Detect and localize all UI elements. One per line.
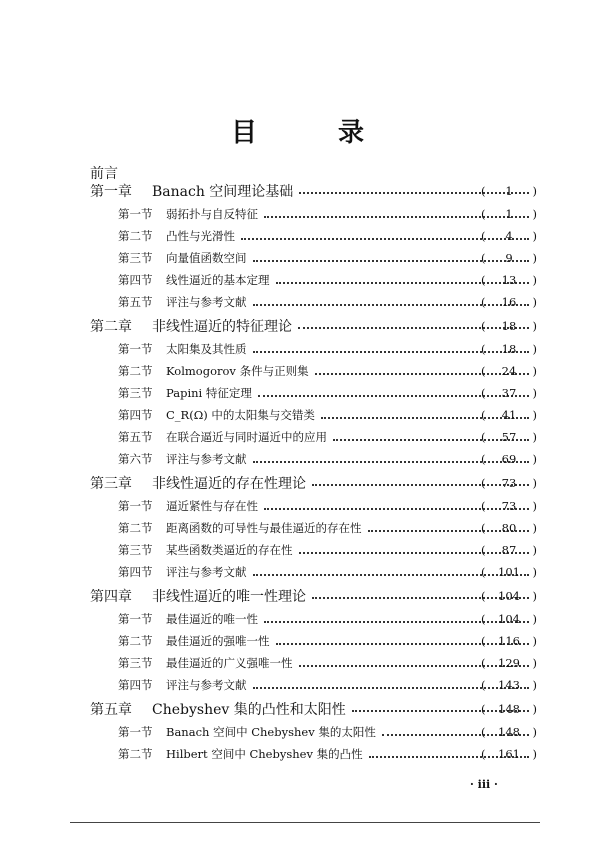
toc-chapter-row[interactable]	[0, 313, 595, 338]
toc-page-ref	[481, 251, 537, 265]
open-paren: (	[481, 207, 486, 221]
toc-page-ref	[481, 452, 537, 466]
toc-entry-title: 评注与参考文献	[166, 295, 247, 309]
toc-section-row[interactable]	[0, 203, 595, 225]
toc-section-row[interactable]	[0, 225, 595, 247]
toc-section-row[interactable]	[0, 608, 595, 630]
toc-entry-number: 第二章	[90, 318, 132, 335]
toc-page-number: 1	[505, 207, 513, 221]
close-paren: )	[532, 701, 537, 716]
close-paren: )	[532, 656, 537, 670]
toc-entry-title: Papini 特征定理	[166, 386, 252, 400]
toc-page-number: 24	[501, 364, 517, 378]
toc-page-ref	[481, 207, 537, 221]
open-paren: (	[481, 430, 486, 444]
toc-page-number: 104	[498, 612, 520, 626]
toc-entry-number: 第三章	[90, 475, 132, 492]
open-paren: (	[481, 475, 486, 490]
close-paren: )	[532, 386, 537, 400]
preface-entry[interactable]: 前言	[90, 166, 118, 182]
toc-entry-number: 第三节	[118, 386, 153, 400]
toc-entry-title: 评注与参考文献	[166, 452, 247, 466]
toc-section-row[interactable]	[0, 269, 595, 291]
toc-entry-title: Banach 空间理论基础	[152, 183, 294, 200]
toc-section-row[interactable]	[0, 247, 595, 269]
toc-page-ref	[481, 295, 537, 309]
toc-entry-title: 凸性与光滑性	[166, 229, 235, 243]
toc-section-row[interactable]	[0, 404, 595, 426]
close-paren: )	[532, 273, 537, 287]
toc-entry-number: 第四节	[118, 273, 153, 287]
open-paren: (	[481, 678, 486, 692]
toc-entry-number: 第三节	[118, 251, 153, 265]
close-paren: )	[532, 318, 537, 333]
toc-entry-number: 第三节	[118, 656, 153, 670]
close-paren: )	[532, 364, 537, 378]
toc-page-number: 148	[498, 701, 520, 716]
toc-section-row[interactable]	[0, 721, 595, 743]
toc-entry-number: 第二节	[118, 229, 153, 243]
open-paren: (	[481, 725, 486, 739]
toc-page-number: 18	[501, 318, 517, 333]
toc-entry-number: 第四节	[118, 678, 153, 692]
open-paren: (	[481, 612, 486, 626]
toc-page-number: 129	[498, 656, 520, 670]
toc-entry-title: Banach 空间中 Chebyshev 集的太阳性	[166, 725, 376, 739]
open-paren: (	[481, 452, 486, 466]
toc-chapter-row[interactable]	[0, 696, 595, 721]
toc-page-ref	[481, 408, 537, 422]
close-paren: )	[532, 543, 537, 557]
toc-page-ref	[481, 364, 537, 378]
toc-page-number: 148	[498, 725, 520, 739]
toc-section-row[interactable]	[0, 539, 595, 561]
open-paren: (	[481, 251, 486, 265]
toc-section-row[interactable]	[0, 743, 595, 765]
toc-chapter-row[interactable]	[0, 583, 595, 608]
toc-entry-title: 评注与参考文献	[166, 565, 247, 579]
toc-page-ref	[481, 499, 537, 513]
toc-section-row[interactable]	[0, 630, 595, 652]
toc-page-ref	[481, 521, 537, 535]
open-paren: (	[481, 229, 486, 243]
open-paren: (	[481, 364, 486, 378]
toc-section-row[interactable]	[0, 426, 595, 448]
close-paren: )	[532, 408, 537, 422]
toc-page-ref	[481, 612, 537, 626]
toc-page-ref	[481, 476, 537, 490]
open-paren: (	[481, 318, 486, 333]
open-paren: (	[481, 656, 486, 670]
close-paren: )	[532, 499, 537, 513]
toc-page-ref	[481, 678, 537, 692]
toc-page-ref	[481, 589, 537, 603]
toc-entry-number: 第一章	[90, 183, 132, 200]
toc-page-ref	[481, 386, 537, 400]
toc-chapter-row[interactable]	[0, 470, 595, 495]
open-paren: (	[481, 295, 486, 309]
toc-page-ref	[481, 229, 537, 243]
toc-entry-title: 弱拓扑与自反特征	[166, 207, 258, 221]
toc-entry-title: Kolmogorov 条件与正则集	[166, 364, 309, 378]
close-paren: )	[532, 725, 537, 739]
toc-page-ref	[481, 184, 537, 198]
toc-page-ref	[481, 634, 537, 648]
open-paren: (	[481, 386, 486, 400]
toc-entry-number: 第四节	[118, 408, 153, 422]
toc-page-ref	[481, 725, 537, 739]
toc-page-number: 161	[498, 747, 520, 761]
close-paren: )	[532, 521, 537, 535]
close-paren: )	[532, 229, 537, 243]
toc-entry-title: 线性逼近的基本定理	[166, 273, 270, 287]
open-paren: (	[481, 747, 486, 761]
close-paren: )	[532, 430, 537, 444]
toc-page-number: 73	[501, 499, 517, 513]
toc-page-number: 69	[501, 452, 517, 466]
open-paren: (	[481, 342, 486, 356]
toc-section-row[interactable]	[0, 382, 595, 404]
toc-entry-number: 第五节	[118, 295, 153, 309]
toc-entry-title: C_R(Ω) 中的太阳集与交错类	[166, 408, 315, 422]
toc-entry-number: 第四章	[90, 588, 132, 605]
table-of-contents	[0, 178, 595, 765]
toc-section-row[interactable]	[0, 561, 595, 583]
toc-entry-title: 逼近紧性与存在性	[166, 499, 258, 513]
close-paren: )	[532, 452, 537, 466]
toc-section-row[interactable]	[0, 517, 595, 539]
toc-entry-number: 第五节	[118, 430, 153, 444]
toc-entry-number: 第五章	[90, 701, 132, 718]
toc-page-number: 13	[501, 273, 517, 287]
open-paren: (	[481, 634, 486, 648]
toc-page-ref	[481, 565, 537, 579]
toc-entry-number: 第二节	[118, 364, 153, 378]
toc-page-ref	[481, 319, 537, 333]
toc-page-ref	[481, 747, 537, 761]
open-paren: (	[481, 521, 486, 535]
toc-page-number: 4	[505, 229, 513, 243]
toc-page-number: 37	[501, 386, 517, 400]
toc-entry-title: 非线性逼近的唯一性理论	[152, 588, 306, 605]
toc-entry-number: 第二节	[118, 634, 153, 648]
toc-section-row[interactable]	[0, 495, 595, 517]
close-paren: )	[532, 678, 537, 692]
toc-page-ref	[481, 273, 537, 287]
toc-page-number: 116	[498, 634, 520, 648]
toc-entry-title: 在联合逼近与同时逼近中的应用	[166, 430, 327, 444]
toc-entry-number: 第二节	[118, 521, 153, 535]
close-paren: )	[532, 565, 537, 579]
close-paren: )	[532, 747, 537, 761]
toc-entry-number: 第一节	[118, 499, 153, 513]
toc-entry-number: 第一节	[118, 725, 153, 739]
toc-section-row[interactable]	[0, 448, 595, 470]
page-number: · iii ·	[470, 778, 498, 791]
toc-entry-number: 第六节	[118, 452, 153, 466]
open-paren: (	[481, 565, 486, 579]
open-paren: (	[481, 499, 486, 513]
toc-entry-title: 最佳逼近的唯一性	[166, 612, 258, 626]
close-paren: )	[532, 207, 537, 221]
toc-entry-title: Chebyshev 集的凸性和太阳性	[152, 701, 346, 718]
toc-page-number: 57	[501, 430, 517, 444]
toc-section-row[interactable]	[0, 360, 595, 382]
toc-entry-title: 太阳集及其性质	[166, 342, 247, 356]
close-paren: )	[532, 295, 537, 309]
close-paren: )	[532, 475, 537, 490]
toc-page-ref	[481, 702, 537, 716]
toc-page-number: 143	[498, 678, 520, 692]
bottom-rule	[70, 822, 540, 823]
toc-entry-title: 非线性逼近的存在性理论	[152, 475, 306, 492]
toc-entry-title: 最佳逼近的强唯一性	[166, 634, 270, 648]
toc-section-row[interactable]	[0, 652, 595, 674]
toc-entry-title: 评注与参考文献	[166, 678, 247, 692]
toc-page-ref	[481, 656, 537, 670]
close-paren: )	[532, 251, 537, 265]
close-paren: )	[532, 342, 537, 356]
toc-page-ref	[481, 342, 537, 356]
toc-entry-number: 第四节	[118, 565, 153, 579]
toc-page-number: 73	[501, 475, 517, 490]
toc-entry-title: Hilbert 空间中 Chebyshev 集的凸性	[166, 747, 363, 761]
toc-entry-title: 某些函数类逼近的存在性	[166, 543, 293, 557]
toc-page-number: 41	[501, 408, 517, 422]
toc-entry-number: 第三节	[118, 543, 153, 557]
toc-entry-title: 距离函数的可导性与最佳逼近的存在性	[166, 521, 362, 535]
toc-page-ref	[481, 430, 537, 444]
toc-page-number: 101	[498, 565, 520, 579]
open-paren: (	[481, 273, 486, 287]
close-paren: )	[532, 612, 537, 626]
toc-entry-number: 第一节	[118, 342, 153, 356]
toc-page-number: 18	[501, 342, 517, 356]
toc-page-number: 1	[505, 183, 513, 198]
toc-section-row[interactable]	[0, 338, 595, 360]
close-paren: )	[532, 588, 537, 603]
open-paren: (	[481, 588, 486, 603]
toc-page-number: 87	[501, 543, 517, 557]
toc-page-number: 16	[501, 295, 517, 309]
toc-page-ref	[481, 543, 537, 557]
open-paren: (	[481, 408, 486, 422]
toc-section-row[interactable]	[0, 291, 595, 313]
toc-page-number: 104	[498, 588, 520, 603]
toc-entry-number: 第二节	[118, 747, 153, 761]
toc-page-number: 80	[501, 521, 517, 535]
toc-page-number: 9	[505, 251, 513, 265]
toc-entry-title: 非线性逼近的特征理论	[152, 318, 292, 335]
toc-entry-title: 向量值函数空间	[166, 251, 247, 265]
toc-section-row[interactable]	[0, 674, 595, 696]
open-paren: (	[481, 543, 486, 557]
page-title: 目 录	[230, 118, 401, 148]
close-paren: )	[532, 634, 537, 648]
toc-entry-number: 第一节	[118, 207, 153, 221]
close-paren: )	[532, 183, 537, 198]
open-paren: (	[481, 701, 486, 716]
open-paren: (	[481, 183, 486, 198]
toc-chapter-row[interactable]	[0, 178, 595, 203]
toc-entry-title: 最佳逼近的广义强唯一性	[166, 656, 293, 670]
toc-entry-number: 第一节	[118, 612, 153, 626]
